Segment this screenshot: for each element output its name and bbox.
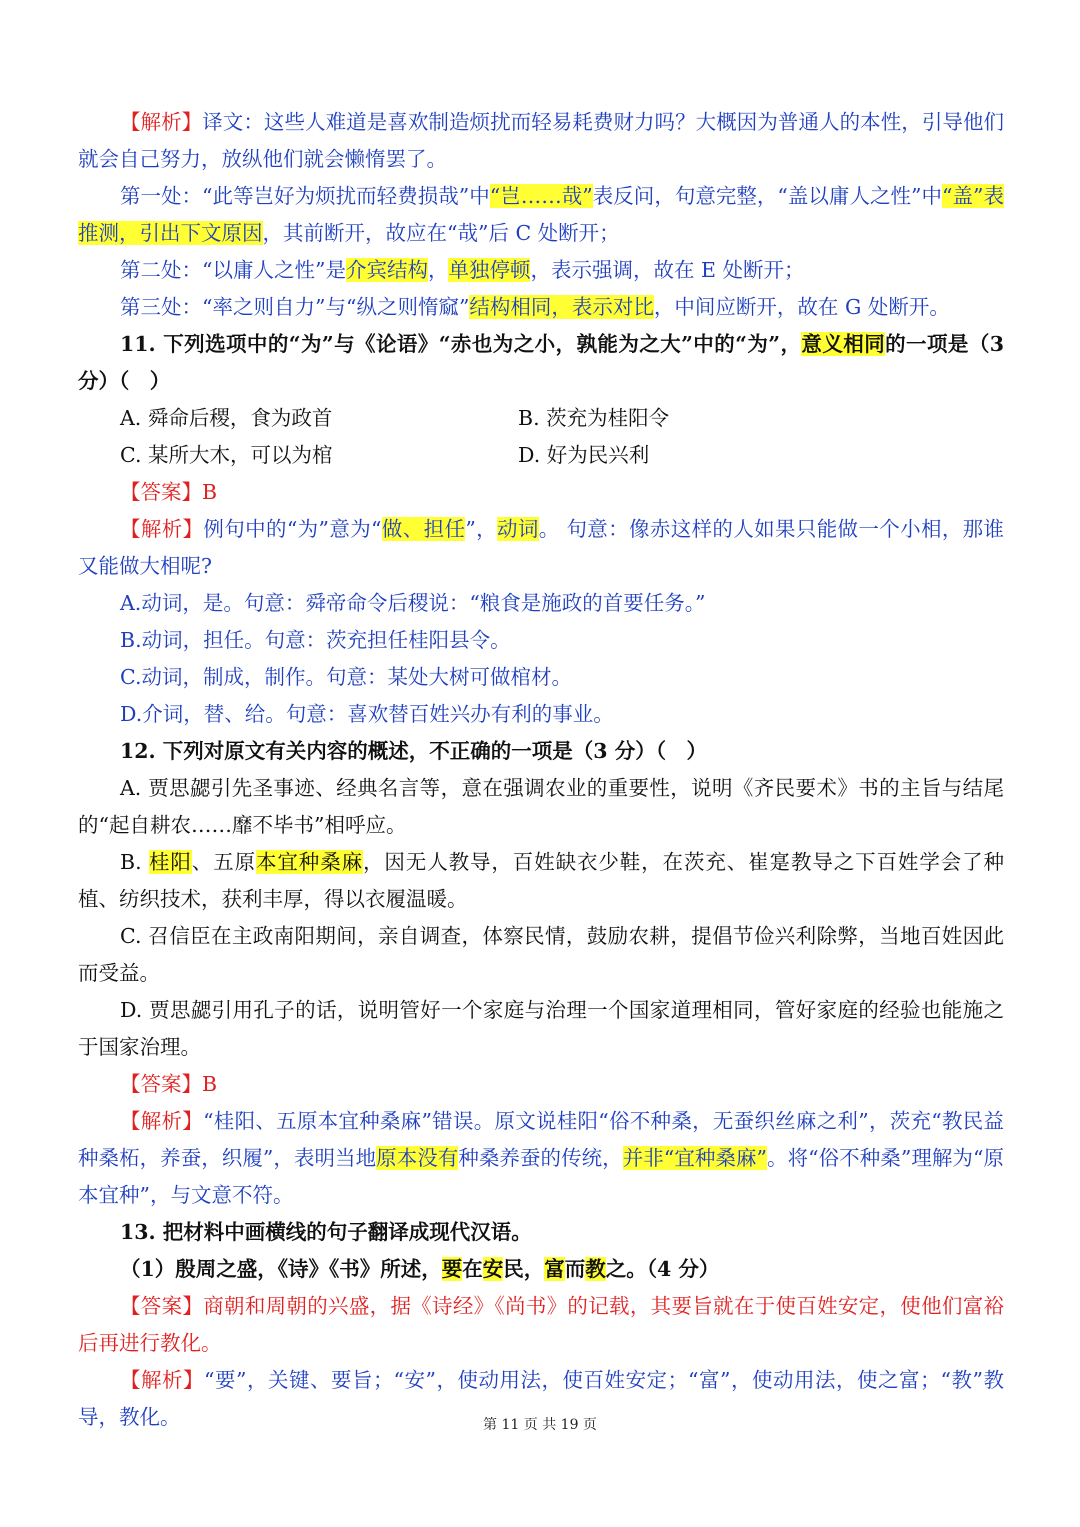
page-footer: 第 11 页 共 19 页	[483, 1417, 597, 1433]
analysis-12: 【解析】“桂阳、五原本宜种桑麻”错误。原文说桂阳“俗不种桑，无蚕织丝麻之利”，茨充“教民益种桑柘，养蚕，织履”，表明当地原本没有种桑养蚕的传统，并非“宜种桑麻”。将“俗不种桑”理解为“原本宜种”，与文意不符。	[78, 1109, 1005, 1207]
question-12-option-d: D. 贾思勰引用孔子的话，说明管好一个家庭与治理一个国家道理相同，管好家庭的经验也能施之于国家治理。	[78, 998, 1004, 1059]
analysis-11-d: D.介词，替、给。句意：喜欢替百姓兴办有利的事业。	[120, 702, 614, 726]
question-11: 11. 下列选项中的“为”与《论语》“赤也为之小，孰能为之大”中的“为”，意义相同的一项是（3 分）（ ）	[78, 332, 1005, 393]
document-page	[78, 104, 1004, 1436]
option-b: B. 茨充为桂阳令	[518, 406, 670, 430]
analysis-11: 【解析】例句中的“为”意为“做、担任”，动词。 句意：像赤这样的人如果只能做一个小相，那谁又能做大相呢?	[78, 517, 1005, 578]
question-13-part1: （1）殷周之盛，《诗》《书》所述，要在安民，富而教之。（4 分）	[120, 1257, 720, 1281]
analysis-10-point1: 第一处：“此等岂好为烦扰而轻费损哉”中“岂……哉”表反问，句意完整，“盖以庸人之性”中“盖”表推测，引出下文原因，其前断开，故应在“哉”后 C 处断开；	[78, 184, 1005, 245]
option-c: C. 某所大木，可以为棺	[120, 443, 333, 467]
answer-12: 【答案】B	[120, 1072, 218, 1096]
question-11-options	[78, 400, 1004, 474]
option-a: A. 舜命后稷，食为政首	[120, 406, 333, 430]
analysis-10-translation: 【解析】译文：这些人难道是喜欢制造烦扰而轻易耗费财力吗？大概因为普通人的本性，引导他们就会自己努力，放纵他们就会懒惰罢了。	[78, 110, 1005, 171]
answer-11: 【答案】B	[120, 480, 218, 504]
question-12-option-c: C. 召信臣在主政南阳期间，亲自调查，体察民情，鼓励农耕，提倡节俭兴利除弊，当地百姓因此而受益。	[78, 924, 1004, 985]
question-13: 13. 把材料中画横线的句子翻译成现代汉语。	[120, 1220, 532, 1244]
question-12: 12. 下列对原文有关内容的概述，不正确的一项是（3 分）（ ）	[120, 739, 707, 763]
analysis-13: 【解析】“要”，关键、要旨；“安”，使动用法，使百姓安定；“富”，使动用法，使之富；“教”教导，教化。	[78, 1368, 1004, 1429]
question-12-option-a: A. 贾思勰引先圣事迹、经典名言等，意在强调农业的重要性，说明《齐民要术》书的主旨与结尾的“起自耕农……靡不毕书”相呼应。	[78, 776, 1004, 837]
question-12-option-b: B. 桂阳、五原本宜种桑麻，因无人教导，百姓缺衣少鞋，在茨充、崔寔教导之下百姓学会了种植、纺织技术，获利丰厚，得以衣履温暖。	[78, 850, 1005, 911]
analysis-10-point3: 第三处：“率之则自力”与“纵之则惰窳”结构相同，表示对比，中间应断开，故在 G 处断开。	[120, 295, 950, 319]
analysis-11-c: C.动词，制成，制作。句意：某处大树可做棺材。	[120, 665, 572, 689]
analysis-11-a: A.动词，是。句意：舜帝命令后稷说：“粮食是施政的首要任务。”	[120, 591, 706, 615]
analysis-11-b: B.动词，担任。句意：茨充担任桂阳县令。	[120, 628, 511, 652]
option-d: D. 好为民兴利	[518, 443, 650, 467]
answer-13: 【答案】商朝和周朝的兴盛，据《诗经》《尚书》的记载，其要旨就在于使百姓安定，使他们富裕后再进行教化。	[78, 1294, 1004, 1355]
analysis-10-point2: 第二处：“以庸人之性”是介宾结构，单独停顿，表示强调，故在 E 处断开；	[120, 258, 805, 282]
